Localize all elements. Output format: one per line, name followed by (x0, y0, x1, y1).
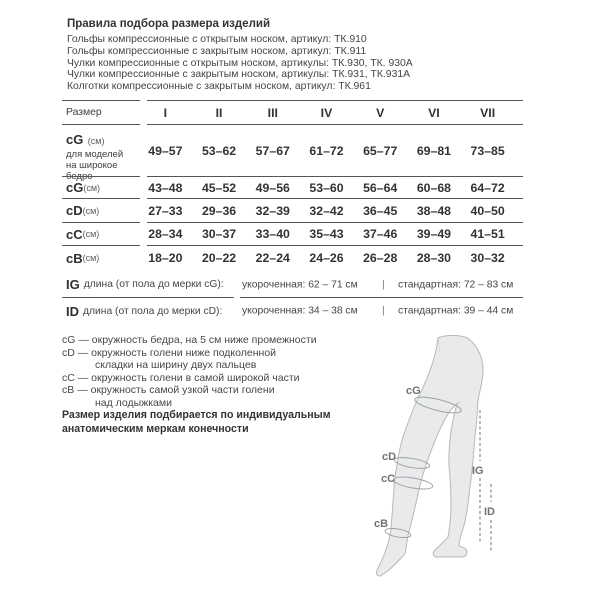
size-value: 49–56 (255, 180, 290, 195)
legend-item: cB — окружность самой узкой части голени над лодыжками (62, 384, 275, 409)
figure-label-cc: cC (381, 473, 396, 485)
measure-unit: (см) (82, 205, 100, 216)
size-value: 45–52 (201, 180, 237, 195)
size-value: 30–37 (201, 227, 237, 241)
size-value: 57–67 (255, 143, 290, 158)
length-row-ig (62, 272, 523, 298)
page-title: Правила подбора размера изделий (67, 18, 271, 30)
size-value: 65–77 (363, 143, 398, 158)
table-row-cg-wide (62, 124, 523, 182)
measure-unit: (см) (82, 229, 100, 239)
length-desc: длина (от пола до мерки cG): (83, 279, 224, 290)
size-value: 26–28 (363, 251, 398, 265)
length-standard-value: стандартная: 39 – 44 см (398, 305, 514, 317)
figure-label-cg: cG (406, 385, 421, 397)
legend-item: cC — окружность голени в самой широкой части (62, 371, 300, 384)
size-value: 32–39 (255, 203, 290, 218)
leg-measurement-illustration (368, 326, 543, 596)
length-short-value: укороченная: 62 – 71 см (242, 279, 358, 290)
size-column-header: III (267, 105, 278, 120)
table-row-cb (62, 245, 523, 270)
legend-item: cD — окружность голени ниже подколенной складки на ширину двух пальцев (62, 346, 277, 371)
size-column-header: V (376, 105, 385, 120)
size-value: 35–43 (309, 227, 344, 241)
measure-unit: (см) (83, 182, 101, 193)
legend-item: cG — окружность бедра, на 5 см ниже промежности (62, 334, 317, 346)
measure-label: cC (66, 226, 83, 242)
size-value: 37–46 (363, 227, 398, 241)
size-value: 49–57 (148, 143, 183, 158)
size-value: 43–48 (148, 180, 183, 195)
length-standard-value: стандартная: 72 – 83 см (398, 279, 514, 290)
table-row-cc (62, 222, 523, 245)
size-value: 28–34 (148, 227, 183, 241)
product-line: Гольфы компрессионные с закрытым носком, артикул: ТК.911 (67, 45, 367, 57)
size-value: 39–49 (416, 227, 452, 241)
size-value: 36–45 (363, 203, 398, 218)
product-line: Колготки компрессионные с закрытым носком, артикул: ТК.961 (67, 81, 371, 93)
measure-label: cD (66, 203, 83, 218)
measure-label: cB (66, 250, 83, 266)
size-value: 22–24 (255, 251, 290, 265)
length-label: IG (66, 277, 80, 292)
size-column-header: II (215, 105, 223, 120)
length-desc: длина (от пола до мерки cD): (83, 305, 223, 317)
length-divider: | (382, 305, 385, 317)
size-value: 64–72 (470, 180, 505, 195)
size-value: 18–20 (148, 251, 183, 265)
size-value: 41–51 (470, 227, 505, 241)
size-table (62, 100, 523, 324)
size-value: 69–81 (416, 143, 452, 158)
size-value: 33–40 (255, 227, 290, 241)
size-value: 56–64 (363, 180, 398, 195)
length-short-value: укороченная: 34 – 38 см (242, 305, 358, 317)
size-value: 24–26 (309, 251, 344, 265)
size-value: 38–48 (416, 203, 452, 218)
size-value: 29–36 (201, 203, 237, 218)
figure-label-cd: cD (382, 451, 397, 463)
size-value: 60–68 (416, 180, 452, 195)
measure-note: для моделей на широкое бедро (66, 149, 124, 182)
table-row-cd (62, 198, 523, 222)
selection-note: Размер изделия подбирается по индивидуальным анатомическим меркам конечности (62, 409, 331, 435)
size-column-header: VI (428, 105, 440, 120)
size-value: 73–85 (470, 143, 505, 158)
size-column-header: I (163, 105, 168, 120)
size-value: 40–50 (470, 203, 505, 218)
figure-label-id: ID (484, 506, 495, 518)
size-value: 53–60 (309, 180, 344, 195)
product-line: Гольфы компрессионные с открытым носком, артикул: ТК.910 (67, 34, 367, 45)
size-value: 30–32 (470, 251, 505, 265)
size-table-corner-label: Размер (62, 100, 140, 124)
length-divider: | (382, 279, 385, 290)
figure-label-ig: IG (472, 465, 484, 477)
size-value: 20–22 (201, 251, 237, 265)
size-value: 32–42 (309, 203, 344, 218)
measure-label: cG (66, 132, 84, 147)
size-value: 61–72 (309, 143, 344, 158)
length-row-id (62, 298, 523, 324)
product-list (67, 34, 413, 93)
measure-unit: (см) (87, 136, 105, 146)
size-column-header: VII (480, 105, 496, 120)
length-label: ID (66, 303, 79, 319)
table-row-cg (62, 176, 523, 198)
measure-label: cG (66, 180, 84, 195)
size-value: 27–33 (148, 203, 183, 218)
size-value: 53–62 (201, 143, 237, 158)
measure-unit: (см) (82, 253, 100, 263)
measurement-legend (62, 334, 362, 409)
figure-label-cb: cB (374, 518, 389, 530)
product-line: Чулки компрессионные с открытым носком, артикулы: ТК.930, ТК. 930А (67, 57, 413, 69)
size-value: 28–30 (416, 251, 452, 265)
size-column-header: IV (320, 105, 333, 120)
product-line: Чулки компрессионные с закрытым носком, артикулы: ТК.931, ТК.931А (67, 69, 411, 81)
size-table-header-row (62, 100, 523, 124)
